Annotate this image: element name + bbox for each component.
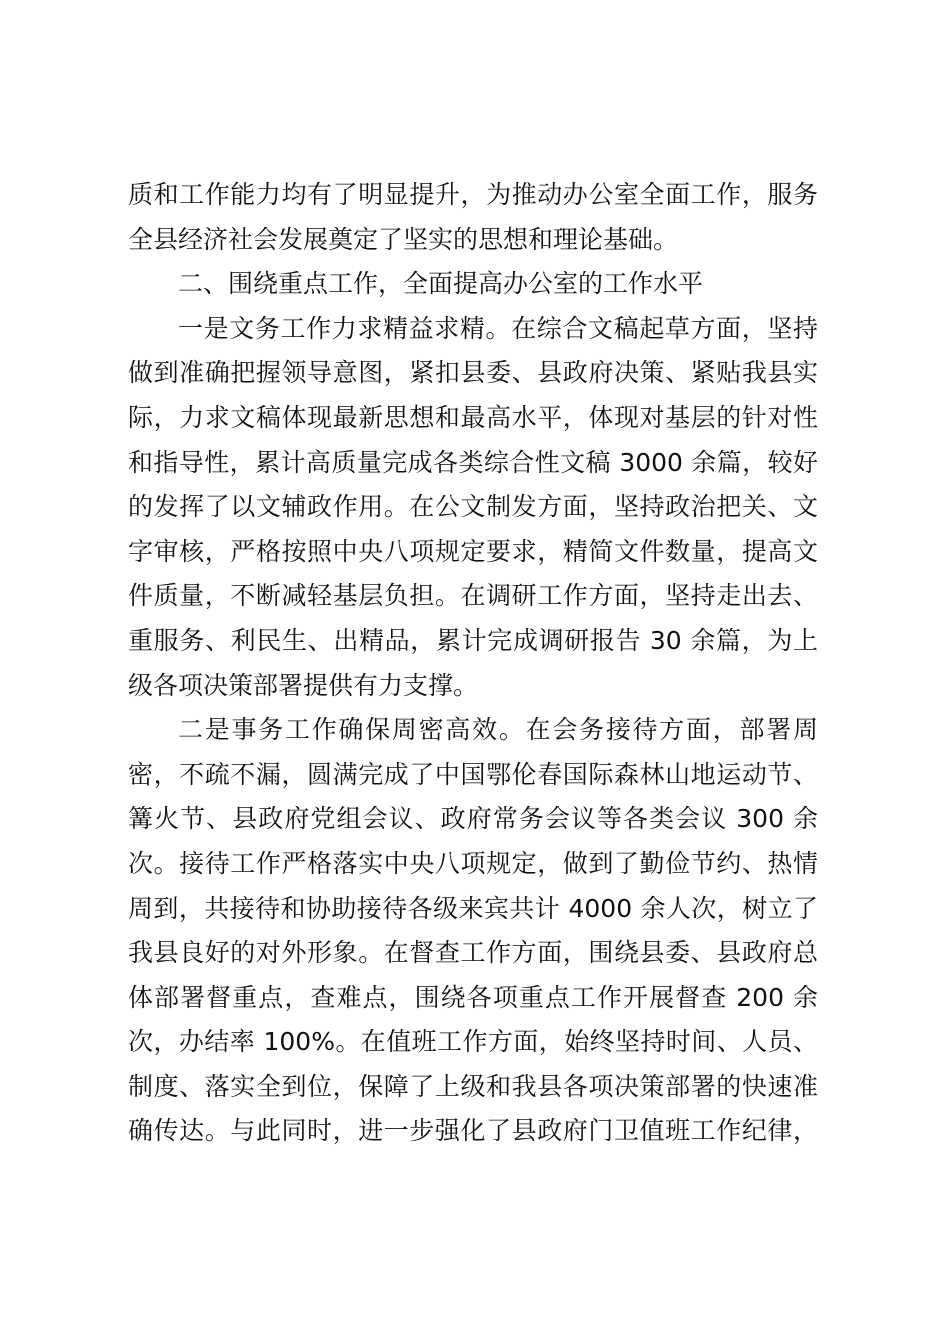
paragraph-line: 和指导性，累计高质量完成各类综合性文稿 3000 余篇，较好 <box>128 447 818 477</box>
paragraph-line: 次。接待工作严格落实中央八项规定，做到了勤俭节约、热情 <box>128 848 818 878</box>
body-text <box>128 173 818 1154</box>
paragraph-line: 全县经济社会发展奠定了坚实的思想和理论基础。 <box>128 224 679 254</box>
paragraph-line: 篝火节、县政府党组会议、政府常务会议等各类会议 300 余 <box>128 804 818 834</box>
paragraph-line: 周到，共接待和协助接待各级来宾共计 4000 余人次，树立了 <box>128 893 818 923</box>
paragraph-line: 密，不疏不漏，圆满完成了中国鄂伦春国际森林山地运动节、 <box>128 759 818 789</box>
paragraph-line: 确传达。与此同时，进一步强化了县政府门卫值班工作纪律， <box>128 1116 818 1146</box>
section-heading: 二、围绕重点工作，全面提高办公室的工作水平 <box>178 269 704 299</box>
paragraph-line: 体部署督重点，查难点，围绕各项重点工作开展督查 200 余 <box>128 982 818 1012</box>
paragraph-line: 我县良好的对外形象。在督查工作方面，围绕县委、县政府总 <box>128 938 818 968</box>
paragraph-line: 制度、落实全到位，保障了上级和我县各项决策部署的快速准 <box>128 1071 818 1101</box>
paragraph-line: 次，办结率 100%。在值班工作方面，始终坚持时间、人员、 <box>128 1027 818 1057</box>
paragraph-line: 件质量，不断减轻基层负担。在调研工作方面，坚持走出去、 <box>128 581 818 611</box>
paragraph-line: 一是文务工作力求精益求精。在综合文稿起草方面，坚持 <box>178 313 818 343</box>
paragraph-line: 重服务、利民生、出精品，累计完成调研报告 30 余篇，为上 <box>128 625 818 655</box>
paragraph-line: 做到准确把握领导意图，紧扣县委、县政府决策、紧贴我县实 <box>128 358 818 388</box>
paragraph-line: 的发挥了以文辅政作用。在公文制发方面，坚持政治把关、文 <box>128 492 818 522</box>
paragraph-line: 字审核，严格按照中央八项规定要求，精简文件数量，提高文 <box>128 536 818 566</box>
paragraph-line: 际，力求文稿体现最新思想和最高水平，体现对基层的针对性 <box>128 402 818 432</box>
paragraph-line: 二是事务工作确保周密高效。在会务接待方面，部署周 <box>178 715 818 745</box>
paragraph-line: 质和工作能力均有了明显提升，为推动办公室全面工作，服务 <box>128 180 818 209</box>
paragraph-line: 级各项决策部署提供有力支撑。 <box>128 670 479 700</box>
